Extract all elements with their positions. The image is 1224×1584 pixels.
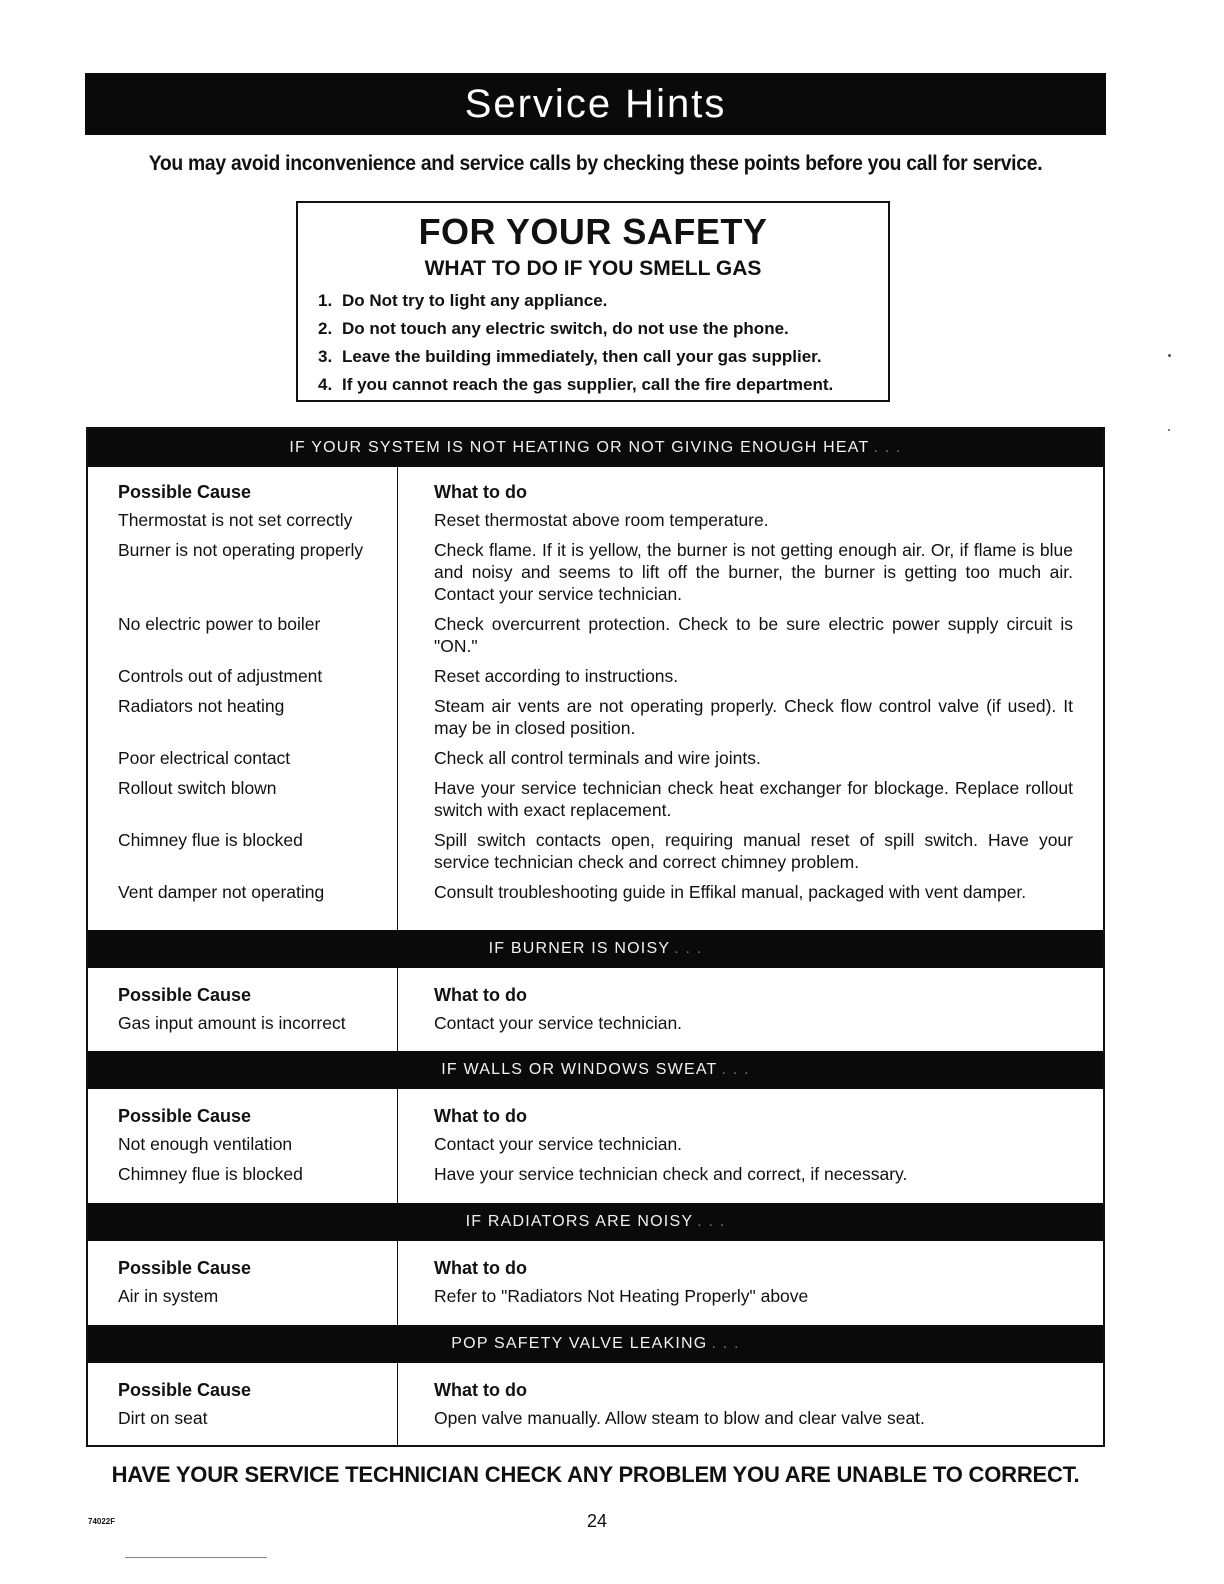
column-header-row: Possible Cause What to do — [118, 985, 527, 1005]
column-header-row: Possible Cause What to do — [118, 1106, 527, 1126]
section-rows — [88, 1105, 1103, 1193]
scan-speck — [1168, 354, 1171, 357]
page-number: 24 — [586, 1511, 608, 1531]
section-rows — [88, 984, 1103, 1042]
table-row: Chimney flue is blocked Spill switch contacts open, requiring manual reset of spill switch. Have your service technician check and correct chimney problem. — [118, 830, 1073, 872]
table-row: Burner is not operating properly Check flame. If it is yellow, the burner is not getting enough air. Or, if flame is blue and noisy and seems to lift off the burner, the burner is getting too much air. Contact your service technician. — [118, 540, 1073, 604]
form-code: 74022F — [88, 1517, 116, 1526]
column-header-row: Possible Cause What to do — [118, 1380, 527, 1400]
table-row: Vent damper not operating Consult troubleshooting guide in Effikal manual, packaged with vent damper. — [118, 882, 1027, 902]
table-row: Thermostat is not set correctly Reset thermostat above room temperature. — [118, 510, 769, 530]
section-heading: IF RADIATORS ARE NOISY . . . — [88, 1203, 1103, 1241]
divider — [125, 1557, 267, 1558]
page-title-bar — [85, 73, 1106, 135]
table-row: Gas input amount is incorrect Contact your service technician. — [118, 1013, 683, 1033]
cause-header: Possible Cause — [118, 482, 252, 502]
section-rows — [88, 1257, 1103, 1315]
table-row: Air in system Refer to "Radiators Not Heating Properly" above — [118, 1286, 809, 1306]
safety-item: 3. Leave the building immediately, then call your gas supplier. — [318, 347, 822, 366]
safety-subtitle: WHAT TO DO IF YOU SMELL GAS — [424, 257, 762, 280]
safety-list — [318, 287, 888, 399]
section-heading: IF WALLS OR WINDOWS SWEAT . . . — [88, 1051, 1103, 1089]
column-header-row — [88, 481, 1103, 503]
table-row: Poor electrical contact Check all control terminals and wire joints. — [118, 748, 761, 768]
safety-item: 1. Do Not try to light any appliance. — [318, 291, 608, 310]
section-heading: IF YOUR SYSTEM IS NOT HEATING OR NOT GIVING ENOUGH HEAT . . . — [88, 429, 1103, 467]
todo-header: What to do — [434, 482, 527, 502]
section-rows — [88, 1379, 1103, 1437]
footer-note: HAVE YOUR SERVICE TECHNICIAN CHECK ANY PROBLEM YOU ARE UNABLE TO CORRECT. — [111, 1462, 1080, 1487]
table-row: Rollout switch blown Have your service technician check heat exchanger for blockage. Replace rollout switch with exact replacement. — [118, 778, 1073, 820]
page-title: Service Hints — [464, 81, 727, 126]
service-table — [86, 427, 1105, 1447]
table-row: No electric power to boiler Check overcurrent protection. Check to be sure electric power supply circuit is "ON." — [118, 614, 1073, 656]
table-row: Not enough ventilation Contact your service technician. — [118, 1134, 683, 1154]
table-row: Dirt on seat Open valve manually. Allow steam to blow and clear valve seat. — [118, 1408, 925, 1428]
safety-title: FOR YOUR SAFETY — [418, 211, 768, 252]
safety-box — [296, 201, 890, 402]
scan-speck — [1168, 429, 1170, 431]
column-header-row: Possible Cause What to do — [118, 1258, 527, 1278]
section-heading: IF BURNER IS NOISY . . . — [88, 930, 1103, 968]
section-rows — [88, 481, 1103, 911]
table-row: Radiators not heating Steam air vents are not operating properly. Check flow control valve (if used). It may be in closed position. — [118, 696, 1073, 738]
section-heading: POP SAFETY VALVE LEAKING . . . — [88, 1325, 1103, 1363]
intro-text: You may avoid inconvenience and service calls by checking these points before you call for service. — [148, 152, 1043, 175]
safety-item: 2. Do not touch any electric switch, do not use the phone. — [318, 319, 789, 338]
table-row: Chimney flue is blocked Have your service technician check and correct, if necessary. — [118, 1164, 908, 1184]
safety-item: 4. If you cannot reach the gas supplier, call the fire department. — [318, 375, 834, 394]
table-row: Controls out of adjustment Reset according to instructions. — [118, 666, 679, 686]
